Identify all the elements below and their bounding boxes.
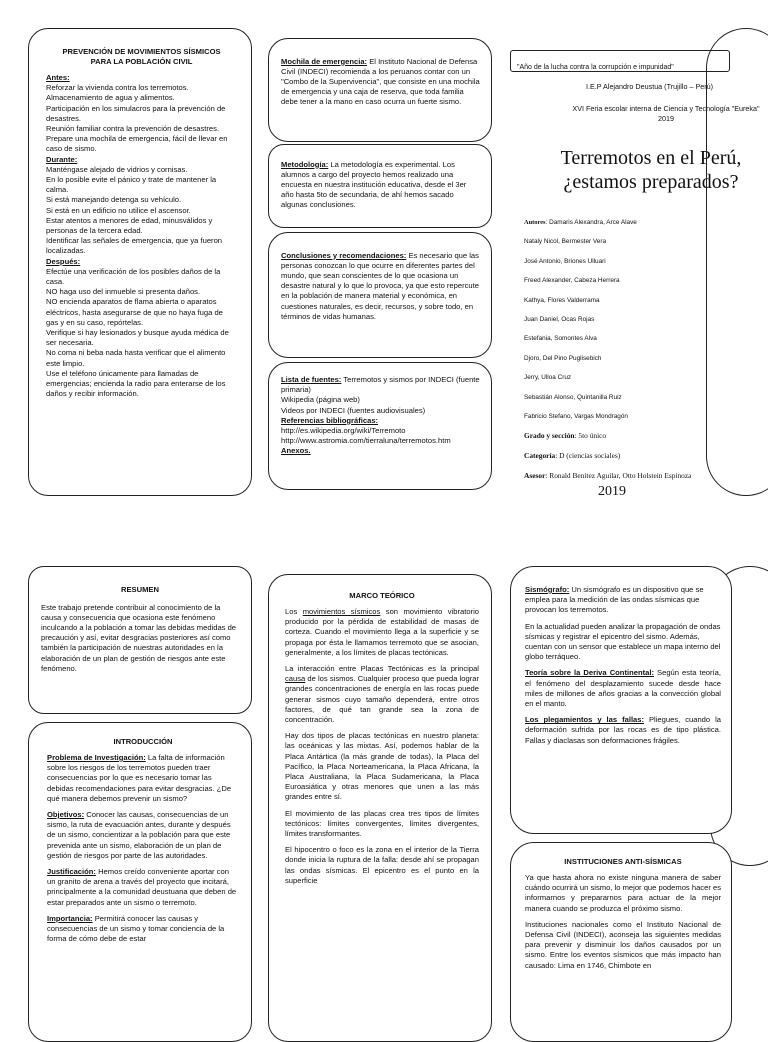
box-fuentes bbox=[268, 362, 492, 490]
anexos-heading: Anexos. bbox=[281, 446, 311, 456]
cover-fair: XVI Feria escolar interna de Ciencia y Tecnología "Eureka" 2019 bbox=[572, 104, 760, 124]
problema-heading: Problema de Investigación: bbox=[47, 753, 146, 762]
author-name: Djoro, Del Pino Puglisebich bbox=[524, 354, 602, 362]
objetivos-body: Conocer las causas, consecuencias de un sismo, la ruta de evacuación antes, durante y después de un sismo, concientizar a la población para que este prevenida ante un sismo, elaboración de un plan de gestión de riesgos por parte de las autoridades. bbox=[47, 810, 231, 860]
cover-school: I.E.P Alejandro Deustua (Trujillo – Perú) bbox=[586, 82, 714, 91]
justificacion-heading: Justificación: bbox=[47, 867, 96, 877]
marco-para-5: El hipocentro o foco es la zona en el interior de la Tierra donde inicia la ruptura de la falla: desde ahí se propagan las ondas sísmicas. El epicentro es el punto en la superficie bbox=[285, 845, 479, 885]
referencia-link-2[interactable]: http://www.astromia.com/tierraluna/terremotos.htm bbox=[281, 436, 451, 446]
deriva-heading: Teoría sobre la Deriva Continental: bbox=[525, 668, 654, 678]
cover-year: 2019 bbox=[598, 484, 626, 499]
para1-body: son movimiento vibratorio producido por la pérdida de estabilidad de masas de corteza. Cuando el movimiento llega a la superficie y se propaga por ésta le llamamos terremoto que se asocian, generalmente, a los límites de placas tectónicas. bbox=[285, 607, 479, 657]
author-name: Jerry, Ulloa Cruz bbox=[524, 374, 572, 382]
despues-list bbox=[46, 267, 237, 400]
fuentes-body: Terremotos y sismos por INDECI (fuente primaria) bbox=[281, 375, 480, 395]
problema-body: La falta de información sobre los riesgos de los terremotos pueden traer consecuencias por lo que es necesario tomar las debidas recomendaciones para evitar desgracias. ¿De qué manera debemos prevenir un sismo? bbox=[47, 753, 232, 803]
box-motto bbox=[510, 50, 730, 72]
referencia-link-1[interactable]: http://es.wikipedia.org/wiki/Terremoto bbox=[281, 426, 406, 436]
metodologia-heading: Metodología: bbox=[281, 159, 329, 169]
mochila-heading: Mochila de emergencia: bbox=[281, 56, 368, 66]
durante-item: Si está manejando detenga su vehículo. bbox=[46, 195, 182, 205]
fuentes-heading: Lista de fuentes: bbox=[281, 375, 342, 384]
importancia-body: Permitirá conocer las causas y consecuencias de un sismo y tomar conciencia de la forma de cómo debe de estar bbox=[47, 913, 225, 944]
durante-item: En lo posible evite el pánico y trate de mantener la calma. bbox=[46, 175, 217, 195]
mochila-body: El Instituto Nacional de Defensa Civil (INDECI) recomienda a los peruanos contar con un "Combo de la Supervivencia", que consiste en una mochila de emergencia y una caja de reserva, que toda familia debe tener a la mano en caso ocurra un fuerte sismo. bbox=[281, 56, 480, 107]
importancia bbox=[47, 914, 239, 945]
instituciones-body bbox=[525, 873, 721, 971]
box-resumen bbox=[28, 566, 252, 714]
antes-item: Prepare una mochila de emergencia, fácil de llevar en caso de sismo. bbox=[46, 134, 228, 154]
box-sismografo bbox=[510, 566, 732, 834]
mochila-text bbox=[281, 57, 481, 108]
sismografo-heading: Sismógrafo: bbox=[525, 585, 570, 594]
panel-prevention bbox=[28, 28, 252, 496]
para2-pre: La interacción entre Placas Tectónicas es la principal bbox=[285, 664, 479, 674]
marco-para-1 bbox=[285, 607, 479, 658]
box-mochila bbox=[268, 38, 492, 142]
inst-para-1: Ya que hasta ahora no existe ninguna manera de saber cuándo ocurrirá un sismo, lo mejor que podemos hacer es informarnos y prepararnos para actuar de la mejor manera cuando se produzca el próximo sismo. bbox=[525, 873, 721, 913]
authors-rest bbox=[524, 232, 724, 426]
author-name: Sebastián Alonso, Quintanilla Ruiz bbox=[524, 393, 622, 401]
fuentes-line-2: Wikipedia (página web) bbox=[281, 395, 360, 405]
marco-para-2 bbox=[285, 664, 479, 725]
category-line bbox=[524, 446, 724, 465]
plegamientos-text: Pliegues, cuando la deformación sufrida por las rocas es de tipo plástica. Fallas y diaclasas son deformaciones frágiles. bbox=[525, 715, 721, 745]
objetivos bbox=[47, 810, 239, 861]
motto: "Año de la lucha contra la corrupción e impunidad" bbox=[517, 64, 674, 71]
prevention-title: PREVENCIÓN DE MOVIMIENTOS SÍSMICOS PARA LA POBLACIÓN CIVIL bbox=[62, 47, 221, 66]
marco-body bbox=[285, 607, 479, 886]
para1-pre: Los bbox=[285, 607, 303, 616]
cover-title: Terremotos en el Perú, ¿estamos preparados? bbox=[560, 147, 742, 193]
plegamientos-heading: Los plegamientos y las fallas: bbox=[525, 715, 645, 725]
metodologia-body: La metodología es experimental. Los alumnos a cargo del proyecto hemos realizado una encuesta en nuestra institución educativa, desde el 3er año hasta 5to de secundaria, de ahí hemos sacado algunas conclusiones. bbox=[281, 159, 467, 210]
marco-para-3: Hay dos tipos de placas tectónicas en nuestro planeta: las oceánicas y las mixtas. Así, podemos hablar de la Placa Antártica (la más grande de todas), la Placa del Pacífico, la Placa Norteamericana, la Placa Africana, la Placa Australiana, la Placa Sudamericana, la Placa Euroasiática y otras menores que unen a las más grandes entre sí. bbox=[285, 731, 479, 802]
advisor-value: : Ronald Benítez Aguilar, Otto Holstein Espinoza bbox=[545, 471, 692, 481]
despues-heading: Después: bbox=[46, 256, 81, 266]
resumen-body: Este trabajo pretende contribuir al conocimiento de la causa y consecuencia que ocasiona este fenómeno inculcando a la población a tomar las debidas medidas de precaución y así, evitar desgracias posteriores así como también la participación de nuestras autoridades en la elaboración de un plan de gestión de riesgos ante este fenómeno. bbox=[41, 602, 237, 673]
prevention-body bbox=[46, 73, 237, 400]
antes-list bbox=[46, 83, 237, 154]
authors-label: Autores bbox=[524, 219, 546, 226]
link-causa[interactable]: causa bbox=[285, 674, 306, 684]
durante-list bbox=[46, 165, 237, 257]
inst-para-2: Instituciones nacionales como el Instituto Nacional de Defensa Civil (INDECI), aconseja las siguientes medidas para prevenir y disminuir los daños causados por un sismo. Entre los eventos sísmicos que más impacto han causado: Lima en 1746, Chimbote en bbox=[525, 919, 721, 970]
author-name: Fabricio Stefano, Vargas Mondragón bbox=[524, 413, 628, 421]
importancia-heading: Importancia: bbox=[47, 913, 93, 923]
category-value: : D (ciencias sociales) bbox=[555, 450, 621, 460]
durante-item: Estar atentos a menores de edad, minusválidos y personas de la tercera edad. bbox=[46, 215, 213, 236]
referencias-heading: Referencias bibliográficas: bbox=[281, 415, 379, 425]
problema bbox=[47, 753, 239, 804]
conclusiones-text bbox=[281, 251, 481, 322]
advisor-line bbox=[524, 471, 724, 481]
box-conclusiones bbox=[268, 232, 492, 358]
grade-label: Grado y sección bbox=[524, 431, 575, 441]
durante-item: Si está en un edificio no utilice el ascensor. bbox=[46, 205, 191, 215]
author-1: : Damaris Alexandra, Arce Alave bbox=[545, 219, 637, 226]
despues-item: NO haga uso del inmueble si presenta daños. bbox=[46, 287, 201, 297]
deriva-text: Según esta teoría, el fenómeno del desplazamiento sucede desde hace miles de millones de años gracias a la convección global en el manto. bbox=[525, 668, 721, 709]
author-name: José Antonio, Briones Ulluari bbox=[524, 257, 606, 265]
despues-item: No coma ni beba nada hasta verificar que el alimento este limpio. bbox=[46, 348, 226, 368]
box-introduccion bbox=[28, 722, 252, 1042]
intro-body bbox=[47, 753, 239, 944]
despues-item: NO encienda aparatos de flama abierta o aparatos eléctricos, hasta asegurarse de que no haya fuga de gas y en su caso, repórtelas. bbox=[46, 297, 223, 327]
durante-heading: Durante: bbox=[46, 154, 78, 164]
authors-first bbox=[524, 213, 724, 232]
link-movimientos-sismicos[interactable]: movimientos sísmicos bbox=[302, 607, 381, 616]
frame-decoration-top bbox=[706, 28, 768, 496]
advisor-label: Asesor bbox=[524, 471, 546, 481]
author-name: Kathya, Flores Valderrama bbox=[524, 296, 600, 304]
instituciones-title: INSTITUCIONES ANTI-SÍSMICAS bbox=[564, 857, 682, 866]
resumen-title: RESUMEN bbox=[121, 585, 159, 594]
justificacion-body: Hemos creído conveniente aportar con un granito de arena a través del proyecto que incitará, principalmente a la comunidad deustuana que deben de estar preparados ante un sismo o terremoto. bbox=[47, 867, 237, 907]
sismografo-body bbox=[525, 585, 721, 746]
antes-item: Participación en los simulacros para la prevención de desastres. bbox=[46, 103, 226, 123]
conclusiones-heading: Conclusiones y recomendaciones: bbox=[281, 250, 407, 260]
author-name: Freed Alexander, Cabeza Herrera bbox=[524, 277, 620, 285]
antes-item: Reunión familiar contra la prevención de desastres. bbox=[46, 124, 220, 134]
box-marco-teorico bbox=[268, 574, 492, 1042]
fuentes-text bbox=[281, 375, 481, 457]
sismografo bbox=[525, 585, 721, 616]
marco-title: MARCO TEÓRICO bbox=[349, 591, 415, 600]
despues-item: Verifique si hay lesionados y busque ayuda médica de ser necesaria. bbox=[46, 328, 229, 348]
actualidad: En la actualidad pueden analizar la propagación de ondas sísmicas y registrar el epicentro del sismo. Además, cuentan con un sensor que establece un mapa interno del globo terráqueo. bbox=[525, 621, 721, 662]
category-label: Categoría bbox=[524, 450, 556, 460]
grade-line bbox=[524, 426, 724, 445]
box-metodologia bbox=[268, 144, 492, 228]
despues-item: Use el teléfono únicamente para llamadas de emergencias; encienda la radio para enterarse de los daños y recibir información. bbox=[46, 368, 226, 399]
intro-title: INTRODUCCIÓN bbox=[113, 737, 173, 746]
objetivos-heading: Objetivos: bbox=[47, 810, 85, 820]
author-name: Estefania, Somontes Alva bbox=[524, 335, 597, 343]
durante-item: Manténgase alejado de vidrios y cornisas. bbox=[46, 164, 188, 174]
grade-value: : 5to único bbox=[574, 431, 607, 441]
despues-item: Efectúe una verificación de los posibles daños de la casa. bbox=[46, 266, 221, 287]
fuentes-line bbox=[281, 375, 481, 395]
antes-heading: Antes: bbox=[46, 73, 70, 82]
author-name: Juan Daniel, Ocas Rojas bbox=[524, 316, 595, 324]
durante-item: Identificar las señales de emergencia, que ya fueron localizadas. bbox=[46, 236, 223, 256]
antes-item: Almacenamiento de agua y alimentos. bbox=[46, 93, 175, 103]
marco-para-4: El movimiento de las placas crea tres tipos de límites tectónicos: límites convergentes, límites divergentes, límites transformantes. bbox=[285, 808, 479, 839]
box-instituciones bbox=[510, 842, 732, 1042]
metodologia-text bbox=[281, 160, 481, 211]
author-name: Nataly Nicol, Bermester Vera bbox=[524, 238, 607, 246]
sismografo-text: Un sismógrafo es un dispositivo que se emplea para la medición de las ondas sísmicas que provocan los terremotos. bbox=[525, 585, 704, 615]
antes-item: Reforzar la vivienda contra los terremotos. bbox=[46, 83, 189, 93]
fuentes-line-3: Videos por INDECI (fuentes audiovisuales) bbox=[281, 405, 426, 415]
cover-authors bbox=[524, 213, 724, 481]
plegamientos bbox=[525, 715, 721, 746]
justificacion bbox=[47, 867, 239, 908]
deriva bbox=[525, 668, 721, 709]
para2-body: de los sismos. Cualquier proceso que pueda lograr grandes concentraciones de energía en las rocas puede generar sismos cuyo tamaño dependerá, entre otros factores, de qué tan grande sea la zona de concentración. bbox=[285, 674, 479, 725]
conclusiones-body: Es necesario que las personas conozcan lo que ocurre en diferentes partes del mundo, que sean conscientes de lo que ocasiona un desastre natural y lo que lo provoca, ya que esto repercute en la población de manera material y económica, en cuestiones naturales, es decir, recursos, y sobre todo, en términos de vidas humanas. bbox=[281, 250, 479, 321]
